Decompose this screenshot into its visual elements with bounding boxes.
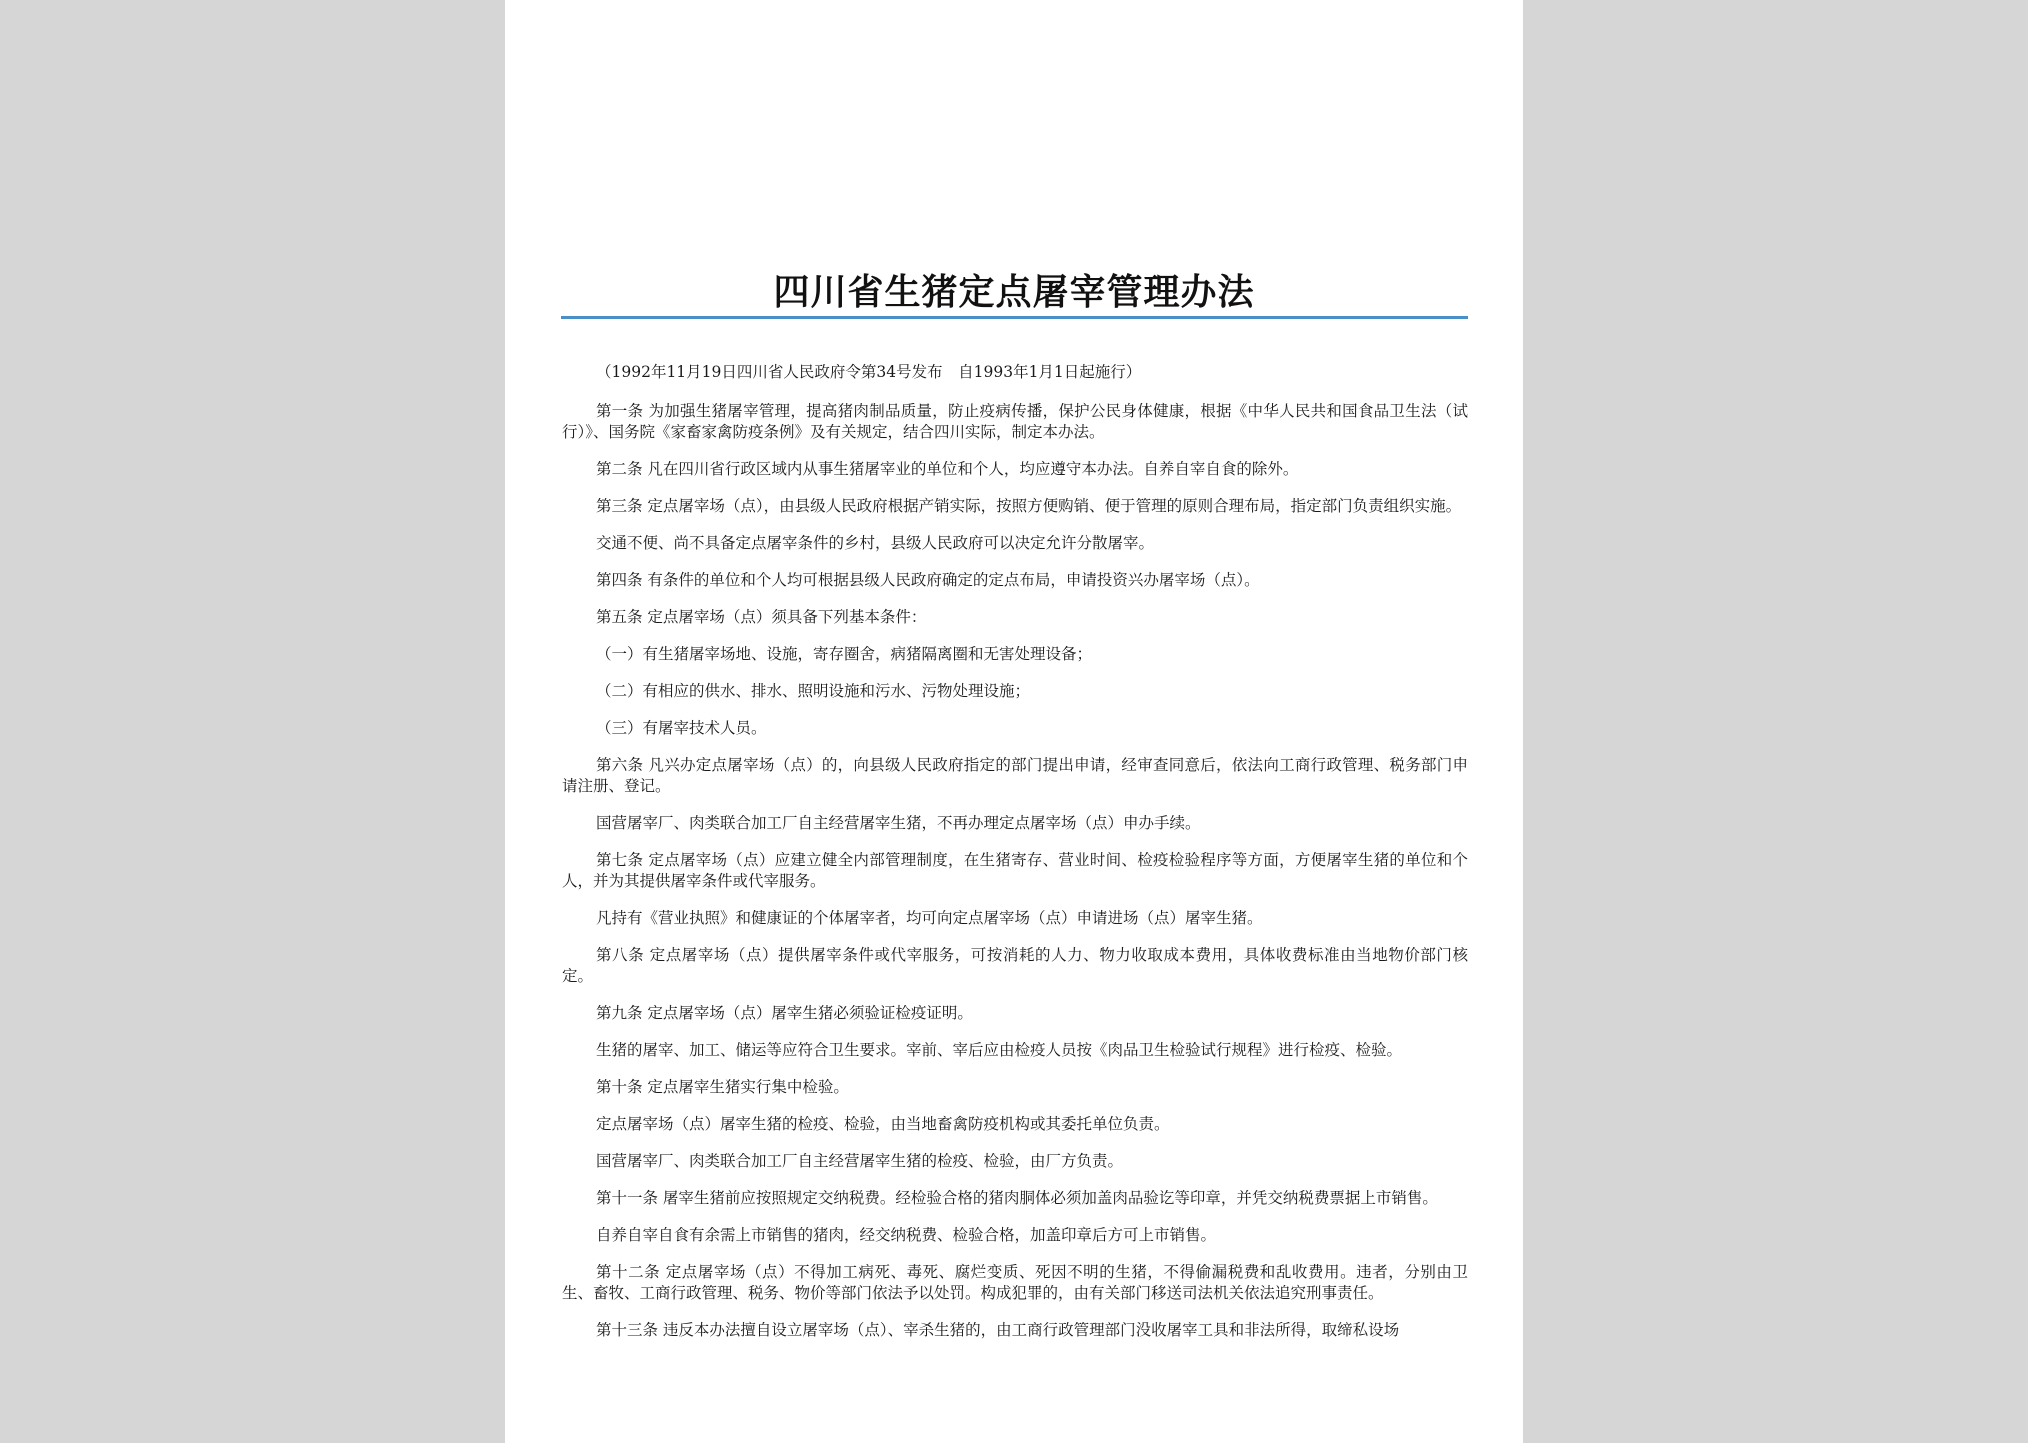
document-title: 四川省生猪定点屠宰管理办法 (773, 271, 1255, 313)
article-6: 第六条 凡兴办定点屠宰场（点）的，向县级人民政府指定的部门提出申请，经审查同意后，依法向工商行政管理、税务部门申请注册、登记。 (562, 756, 1468, 795)
article-13: 第十三条 违反本办法擅自设立屠宰场（点）、宰杀生猪的，由工商行政管理部门没收屠宰工具和非法所得，取缔私设场 (596, 1321, 1400, 1339)
article-5-item-2: （二）有相应的供水、排水、照明设施和污水、污物处理设施； (596, 682, 1031, 700)
document-page (505, 0, 1523, 1443)
article-3: 第三条 定点屠宰场（点），由县级人民政府根据产销实际，按照方便购销、便于管理的原则合理布局，指定部门负责组织实施。 (596, 497, 1462, 515)
article-7: 第七条 定点屠宰场（点）应建立健全内部管理制度，在生猪寄存、营业时间、检疫检验程序等方面，方便屠宰生猪的单位和个人，并为其提供屠宰条件或代宰服务。 (562, 851, 1468, 890)
title-divider (561, 316, 1468, 319)
article-1: 第一条 为加强生猪屠宰管理，提高猪肉制品质量，防止疫病传播，保护公民身体健康，根据《中华人民共和国食品卫生法（试行）》、国务院《家畜家禽防疫条例》及有关规定，结合四川实际，制定本办法。 (562, 402, 1468, 441)
article-10-clause-2: 国营屠宰厂、肉类联合加工厂自主经营屠宰生猪的检疫、检验，由厂方负责。 (596, 1152, 1124, 1170)
article-11-clause: 自养自宰自食有余需上市销售的猪肉，经交纳税费、检验合格，加盖印章后方可上市销售。 (596, 1226, 1217, 1244)
article-5: 第五条 定点屠宰场（点）须具备下列基本条件： (596, 608, 927, 626)
article-3-clause: 交通不便、尚不具备定点屠宰条件的乡村，县级人民政府可以决定允许分散屠宰。 (596, 534, 1155, 552)
document-body (562, 362, 1468, 1357)
article-11: 第十一条 屠宰生猪前应按照规定交纳税费。经检验合格的猪肉胴体必须加盖肉品验讫等印章，并凭交纳税费票据上市销售。 (596, 1189, 1438, 1207)
article-8: 第八条 定点屠宰场（点）提供屠宰条件或代宰服务，可按消耗的人力、物力收取成本费用，具体收费标准由当地物价部门核定。 (562, 946, 1468, 985)
article-4: 第四条 有条件的单位和个人均可根据县级人民政府确定的定点布局，申请投资兴办屠宰场（点）。 (596, 571, 1260, 589)
article-5-item-3: （三）有屠宰技术人员。 (596, 719, 767, 737)
article-10: 第十条 定点屠宰生猪实行集中检验。 (596, 1078, 849, 1096)
article-12: 第十二条 定点屠宰场（点）不得加工病死、毒死、腐烂变质、死因不明的生猪，不得偷漏税费和乱收费用。违者，分别由卫生、畜牧、工商行政管理、税务、物价等部门依法予以处罚。构成犯罪的，由有关部门移送司法机关依法追究刑事责任。 (562, 1263, 1468, 1302)
article-6-clause: 国营屠宰厂、肉类联合加工厂自主经营屠宰生猪，不再办理定点屠宰场（点）申办手续。 (596, 814, 1201, 832)
article-7-clause: 凡持有《营业执照》和健康证的个体屠宰者，均可向定点屠宰场（点）申请进场（点）屠宰生猪。 (596, 909, 1263, 927)
article-9-clause: 生猪的屠宰、加工、储运等应符合卫生要求。宰前、宰后应由检疫人员按《肉品卫生检验试行规程》进行检疫、检验。 (596, 1041, 1403, 1059)
article-2: 第二条 凡在四川省行政区域内从事生猪屠宰业的单位和个人，均应遵守本办法。自养自宰自食的除外。 (596, 460, 1299, 478)
article-10-clause-1: 定点屠宰场（点）屠宰生猪的检疫、检验，由当地畜禽防疫机构或其委托单位负责。 (596, 1115, 1170, 1133)
article-9: 第九条 定点屠宰场（点）屠宰生猪必须验证检疫证明。 (596, 1004, 973, 1022)
article-5-item-1: （一）有生猪屠宰场地、设施，寄存圈舍，病猪隔离圈和无害处理设备； (596, 645, 1093, 663)
issuance-note: （1992年11月19日四川省人民政府令第34号发布 自1993年1月1日起施行） (596, 363, 1142, 381)
